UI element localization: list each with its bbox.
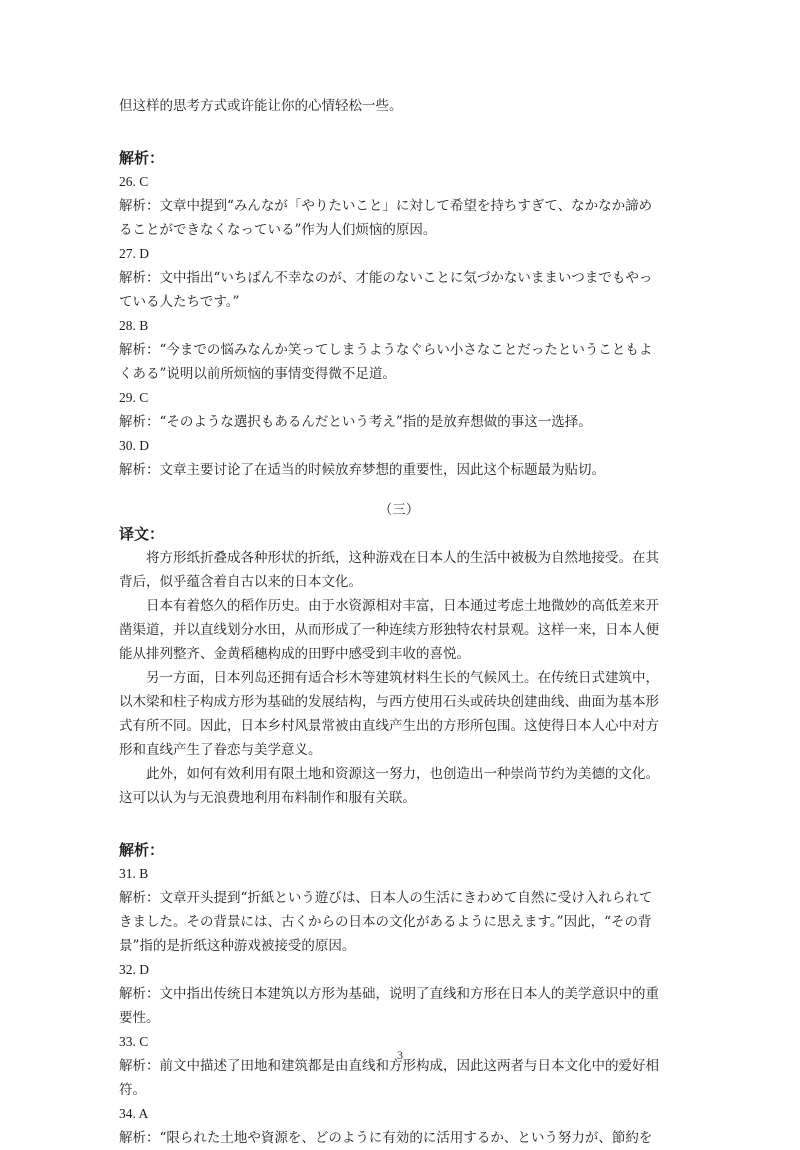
answer-explanation: 解析：“今までの悩みなんか笑ってしまうようなぐらい小さなことだったということもよ — [119, 342, 653, 358]
answer-explanation: 解析：文中指出传统日本建筑以方形为基础，说明了直线和方形在日本人的美学意识中的重 — [119, 986, 659, 1002]
answer-number: 29. C — [119, 390, 149, 405]
translation-body — [119, 546, 679, 810]
answer-number: 26. C — [119, 174, 149, 189]
translation-paragraph-line: 日本有着悠久的稻作历史。由于水资源相对丰富，日本通过考虑土地微妙的高低差来开 — [146, 598, 659, 614]
translation-paragraph-line: 这可以认为与无浪费地利用布料制作和服有关联。 — [119, 790, 416, 806]
translation-paragraph-line: 另一方面，日本列岛还拥有适合杉木等建筑材料生长的气候风土。在传统日式建筑中， — [146, 670, 659, 686]
section2-answer-list — [119, 170, 679, 482]
answer-explanation: 景”指的是折纸这种游戏被接受的原因。 — [119, 938, 356, 954]
answer-explanation: 解析：文中指出“いちばん不幸なのが、才能のないことに気づかないままいつまでもやっ — [119, 270, 653, 286]
answer-number: 31. B — [119, 866, 149, 881]
translation-paragraph-line: 凿渠道，并以直线划分水田，从而形成了一种连续方形独特农村景观。这样一来，日本人便 — [119, 622, 659, 638]
translation-paragraph-line: 将方形纸折叠成各种形状的折纸，这种游戏在日本人的生活中被极为自然地接受。在其 — [146, 550, 659, 566]
answer-explanation: 解析：文章主要讨论了在适当的时候放弃梦想的重要性，因此这个标题最为贴切。 — [119, 462, 605, 478]
answer-number: 28. B — [119, 318, 149, 333]
translation-paragraph-line: 形和直线产生了眷恋与美学意义。 — [119, 742, 322, 758]
translation-paragraph-line: 以木梁和柱子构成方形为基础的发展结构，与西方使用石头或砖块创建曲线、曲面为基本形 — [119, 694, 659, 710]
translation-paragraph-line: 背后，似乎蕴含着自古以来的日本文化。 — [119, 574, 362, 590]
document-page — [119, 94, 679, 1150]
answer-explanation: ている人たちです。” — [119, 294, 240, 310]
translation-heading: 译文： — [119, 525, 165, 543]
answer-explanation: 解析：前文中描述了田地和建筑都是由直线和方形构成，因此这两者与日本文化中的爱好相 — [119, 1058, 659, 1074]
answer-explanation: くある”说明以前所烦恼的事情变得微不足道。 — [119, 366, 396, 382]
page-number: 3 — [397, 1048, 403, 1062]
answer-number: 34. A — [119, 1106, 149, 1121]
answer-explanation: 解析：文章中提到“みんなが「やりたいこと」に対して希望を持ちすぎて、なかなか諦め — [119, 198, 653, 214]
section3-analysis-heading: 解析： — [119, 841, 165, 859]
answer-explanation: 解析：“限られた土地や資源を、どのように有効的に活用するか、という努力が、節約を — [119, 1130, 653, 1146]
answer-number: 30. D — [119, 438, 149, 453]
answer-explanation: 要性。 — [119, 1010, 160, 1026]
answer-explanation: 符。 — [119, 1082, 146, 1098]
answer-explanation: 解析：“そのような選択もあるんだという考え”指的是放弃想做的事这一选择。 — [119, 414, 592, 430]
answer-number: 32. D — [119, 962, 149, 977]
answer-number: 33. C — [119, 1034, 149, 1049]
answer-explanation: ることができなくなっている”作为人们烦恼的原因。 — [119, 222, 437, 238]
section3-title: （三） — [378, 502, 420, 518]
section3-answer-list — [119, 862, 679, 1150]
answer-explanation: きました。その背景には、古くからの日本の文化があるように思えます。”因此，“その背 — [119, 914, 652, 930]
section2-closing-line: 但这样的思考方式或许能让你的心情轻松一些。 — [119, 98, 403, 114]
section2-analysis-heading: 解析： — [119, 149, 165, 167]
answer-explanation: 解析：文章开头提到“折紙という遊びは、日本人の生活にきわめて自然に受け入れられて — [119, 890, 653, 906]
translation-paragraph-line: 式有所不同。因此，日本乡村风景常被由直线产生出的方形所包围。这使得日本人心中对方 — [119, 718, 659, 734]
answer-number: 27. D — [119, 246, 149, 261]
translation-paragraph-line: 此外，如何有效利用有限土地和资源这一努力，也创造出一种崇尚节约为美德的文化。 — [146, 766, 659, 782]
translation-paragraph-line: 能从排列整齐、金黄稻穗构成的田野中感受到丰收的喜悦。 — [119, 646, 470, 662]
